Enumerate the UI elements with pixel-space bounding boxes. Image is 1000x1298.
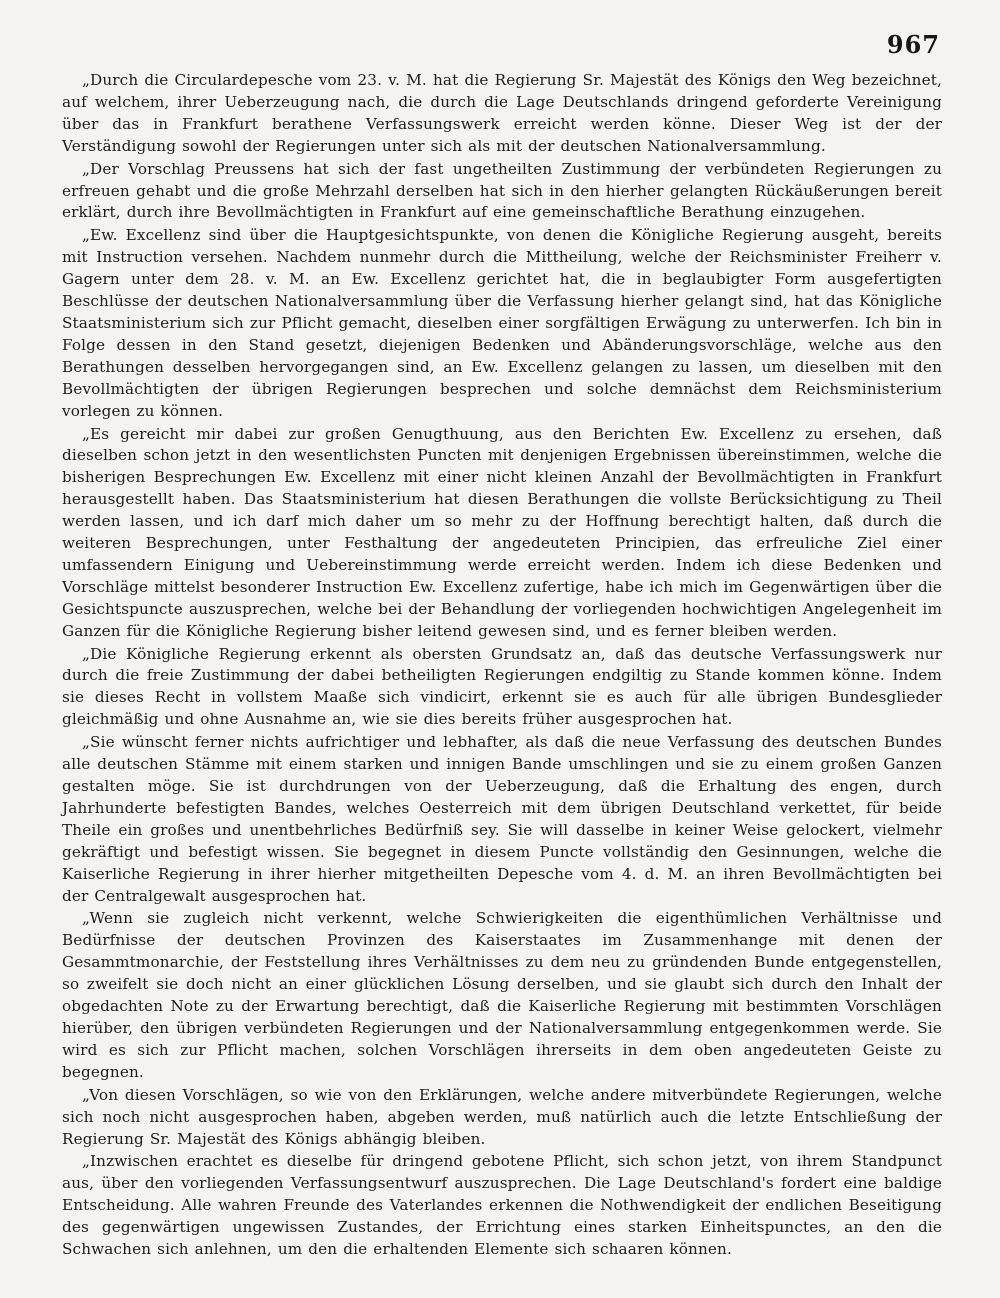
page-number: 967: [886, 30, 940, 59]
body-text: [62, 70, 942, 1261]
paragraph: „Von diesen Vorschlägen, so wie von den Erklärungen, welche andere mitverbündete Regierungen, welche sich noch nicht ausgesprochen haben, abgeben werden, muß natürlich auch die letzte Entschließung der Regierung Sr. Majestät des Königs abhängig bleiben.: [62, 1085, 942, 1148]
paragraph: „Inzwischen erachtet es dieselbe für dringend gebotene Pflicht, sich schon jetzt, von ihrem Standpunct aus, über den vorliegenden Verfassungsentwurf auszusprechen. Die Lage Deutschland's fordert eine baldige Entscheidung. Alle wahren Freunde des Vaterlandes erkennen die Nothwendigkeit der endlichen Beseitigung des gegenwärtigen ungewissen Zustandes, der Errichtung eines starken Einheitspunctes, an den die Schwachen sich anlehnen, um den die erhaltenden Elemente sich schaaren können.: [62, 1152, 942, 1259]
paragraph: „Die Königliche Regierung erkennt als obersten Grundsatz an, daß das deutsche Verfassungswerk nur durch die freie Zustimmung der dabei betheiligten Regierungen endgiltig zu Stande kommen könne. Indem sie dieses Recht in vollstem Maaße sich vindicirt, erkennt sie es auch für alle übrigen Bundesglieder gleichmäßig und ohne Ausnahme an, wie sie dies bereits früher ausgesprochen hat.: [62, 644, 942, 729]
paragraph: „Der Vorschlag Preussens hat sich der fast ungetheilten Zustimmung der verbündeten Regierungen zu erfreuen gehabt und die große Mehrzahl derselben hat sich in den hierher gelangten Rückäußerungen bereit erklärt, durch ihre Bevollmächtigten in Frankfurt auf eine gemeinschaftliche Berathung einzugehen.: [62, 159, 942, 222]
paragraph: „Wenn sie zugleich nicht verkennt, welche Schwierigkeiten die eigenthümlichen Verhältnisse und Bedürfnisse der deutschen Provinzen des Kaiserstaates im Zusammenhange mit denen der Gesammtmonarchie, der Feststellung ihres Verhältnisses zu dem neu zu gründenden Bunde entgegenstellen, so zweifelt sie doch nicht an einer glücklichen Lösung derselben, und sie glaubt sich durch den Inhalt der obgedachten Note zu der Erwartung berechtigt, daß die Kaiserliche Regierung mit bestimmten Vorschlägen hierüber, den übrigen verbündeten Regierungen und der Nationalversammlung entgegenkommen werde. Sie wird es sich zur Pflicht machen, solchen Vorschlägen ihrerseits in dem oben angedeuteten Geiste zu begegnen.: [62, 909, 942, 1081]
paragraph: „Sie wünscht ferner nichts aufrichtiger und lebhafter, als daß die neue Verfassung des deutschen Bundes alle deutschen Stämme mit einem starken und innigen Bande umschlingen und sie zu einem großen Ganzen gestalten möge. Sie ist durchdrungen von der Ueberzeugung, daß die Erhaltung des engen, durch Jahrhunderte befestigten Bandes, welches Oesterreich mit dem übrigen Deutschland verkettet, für beide Theile ein großes und unentbehrliches Bedürfniß sey. Sie will dasselbe in keiner Weise gelockert, vielmehr gekräftigt und befestigt wissen. Sie begegnet in diesem Puncte vollständig den Gesinnungen, welche die Kaiserliche Regierung in ihrer hierher mitgetheilten Depesche vom 4. d. M. an ihren Bevollmächtigten bei der Centralgewalt ausgesprochen hat.: [62, 733, 942, 905]
paragraph: „Es gereicht mir dabei zur großen Genugthuung, aus den Berichten Ew. Excellenz zu ersehen, daß dieselben schon jetzt in den wesentlichsten Puncten mit denjenigen Ergebnissen übereinstimmen, welche die bisherigen Besprechungen Ew. Excellenz mit einer nicht kleinen Anzahl der Bevollmächtigten in Frankfurt herausgestellt haben. Das Staatsministerium hat diesen Berathungen die vollste Berücksichtigung zu Theil werden lassen, und ich darf mich daher um so mehr zu der Hoffnung berechtigt halten, daß durch die weiteren Besprechungen, unter Festhaltung der angedeuteten Principien, das erfreuliche Ziel einer umfassendern Einigung und Uebereinstimmung werde erreicht werden. Indem ich diese Bedenken und Vorschläge mittelst besonderer Instruction Ew. Excellenz zufertige, habe ich mich im Gegenwärtigen über die Gesichtspuncte auszusprechen, welche bei der Behandlung der vorliegenden hochwichtigen Angelegenheit im Ganzen für die Königliche Regierung bisher leitend gewesen sind, und es ferner bleiben werden.: [62, 424, 942, 640]
paragraph: „Ew. Excellenz sind über die Hauptgesichtspunkte, von denen die Königliche Regierung ausgeht, bereits mit Instruction versehen. Nachdem nunmehr durch die Mittheilung, welche der Reichsminister Freiherr v. Gagern unter dem 28. v. M. an Ew. Excellenz gerichtet hat, die in beglaubigter Form ausgefertigten Beschlüsse der deutschen Nationalversammlung über die Verfassung hierher gelangt sind, hat das Königliche Staatsministerium sich zur Pflicht gemacht, dieselben einer sorgfältigen Erwägung zu unterwerfen. Ich bin in Folge dessen in den Stand gesetzt, diejenigen Bedenken und Abänderungsvorschläge, welche aus den Berathungen desselben hervorgegangen sind, an Ew. Excellenz gelangen zu lassen, um dieselben mit den Bevollmächtigten der übrigen Regierungen besprechen und solche demnächst dem Reichsministerium vorlegen zu können.: [62, 226, 942, 420]
paragraph: „Durch die Circulardepesche vom 23. v. M. hat die Regierung Sr. Majestät des Königs den Weg bezeichnet, auf welchem, ihrer Ueberzeugung nach, die durch die Lage Deutschlands dringend geforderte Vereinigung über das in Frankfurt berathene Verfassungswerk erreicht werden könne. Dieser Weg ist der der Verständigung sowohl der Regierungen unter sich als mit der deutschen Nationalversammlung.: [62, 71, 942, 155]
